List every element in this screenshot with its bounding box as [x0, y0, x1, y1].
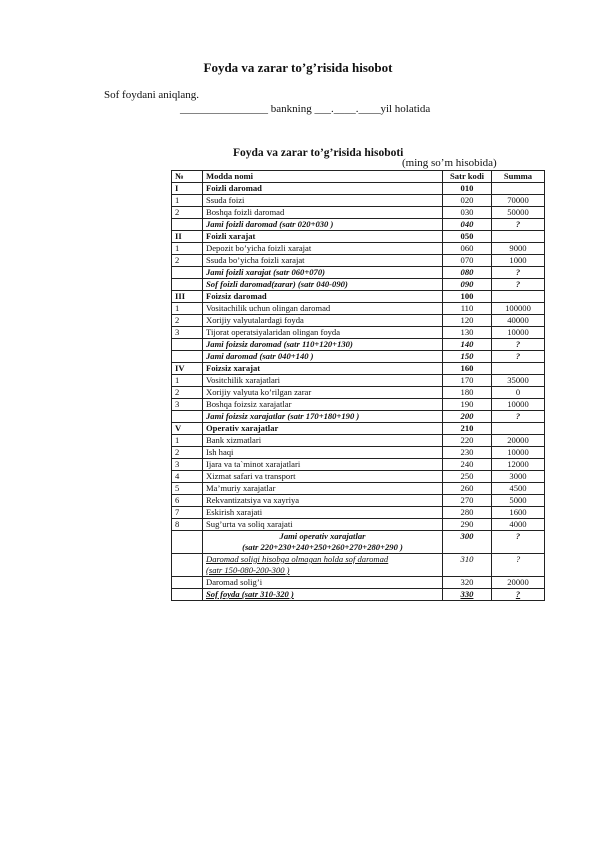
row-code: 210: [443, 423, 492, 435]
row-name: Ish haqi: [203, 447, 443, 459]
row-code: 270: [443, 495, 492, 507]
row-sum: 40000: [492, 315, 545, 327]
row-number: [172, 279, 203, 291]
table-row: [172, 291, 545, 303]
row-sum: ?: [492, 411, 545, 423]
table-row: [172, 327, 545, 339]
row-name: [203, 589, 443, 601]
row-name: Eskirish xarajati: [203, 507, 443, 519]
row-sum: [492, 291, 545, 303]
table-row: [172, 243, 545, 255]
row-sum: 0: [492, 387, 545, 399]
row-code: 190: [443, 399, 492, 411]
row-sum: ?: [492, 339, 545, 351]
row-name: Foizli daromad: [203, 183, 443, 195]
row-code: 060: [443, 243, 492, 255]
units-note: (ming so’m hisobida): [402, 157, 497, 169]
table-row: [172, 399, 545, 411]
document-title: Foyda va zarar to’g’risida hisobot: [203, 60, 393, 75]
row-name-line1: Daromad soligi hisobga olmagan holda sof daromad: [206, 554, 389, 564]
row-sum: 70000: [492, 195, 545, 207]
row-sum: ?: [492, 531, 545, 554]
row-code: 110: [443, 303, 492, 315]
row-number: [172, 339, 203, 351]
row-number: IV: [172, 363, 203, 375]
row-sum: 100000: [492, 303, 545, 315]
row-number: II: [172, 231, 203, 243]
row-sum: ?: [492, 554, 545, 577]
table-body: [172, 183, 545, 601]
table-row: [172, 231, 545, 243]
row-number: 2: [172, 207, 203, 219]
row-number: [172, 589, 203, 601]
table-row: [172, 267, 545, 279]
row-name: Daromad solig’i: [203, 577, 443, 589]
row-sum: 3000: [492, 471, 545, 483]
row-name-text: Sof foyda (satr 310-320 ): [206, 589, 294, 599]
header-item-name: Modda nomi: [203, 171, 443, 183]
row-sum: [492, 589, 545, 601]
row-code: 220: [443, 435, 492, 447]
table-row: [172, 483, 545, 495]
row-number: 2: [172, 387, 203, 399]
row-sum: 12000: [492, 459, 545, 471]
table-row: [172, 519, 545, 531]
row-name: Tijorat operatsiyalaridan olingan foyda: [203, 327, 443, 339]
header-number: №: [172, 171, 203, 183]
table-row: [172, 255, 545, 267]
report-table: [171, 170, 545, 601]
row-name: [203, 531, 443, 554]
row-code: 250: [443, 471, 492, 483]
row-name: Operativ xarajatlar: [203, 423, 443, 435]
row-code: 120: [443, 315, 492, 327]
row-sum: ?: [492, 351, 545, 363]
row-number: 2: [172, 447, 203, 459]
row-name: Foizsiz xarajat: [203, 363, 443, 375]
row-code: 030: [443, 207, 492, 219]
row-number: [172, 267, 203, 279]
row-sum: 20000: [492, 435, 545, 447]
row-number: [172, 554, 203, 577]
table-row: [172, 303, 545, 315]
row-name: Vositchilik xarajatlari: [203, 375, 443, 387]
row-number: [172, 411, 203, 423]
row-name: Jami daromad (satr 040+140 ): [203, 351, 443, 363]
row-code: 200: [443, 411, 492, 423]
table-row: [172, 423, 545, 435]
row-name: Vositachilik uchun olingan daromad: [203, 303, 443, 315]
row-number: [172, 577, 203, 589]
row-name: Sof foizli daromad(zarar) (satr 040-090): [203, 279, 443, 291]
table-row: [172, 471, 545, 483]
row-number: 2: [172, 315, 203, 327]
row-name: Bank xizmatlari: [203, 435, 443, 447]
row-code: 300: [443, 531, 492, 554]
row-sum: 1600: [492, 507, 545, 519]
table-row: [172, 339, 545, 351]
row-sum: 10000: [492, 327, 545, 339]
row-number: 1: [172, 375, 203, 387]
row-number: III: [172, 291, 203, 303]
table-row: [172, 435, 545, 447]
row-sum: 50000: [492, 207, 545, 219]
row-sum: 35000: [492, 375, 545, 387]
row-code: 170: [443, 375, 492, 387]
row-code: 140: [443, 339, 492, 351]
row-number: [172, 531, 203, 554]
row-number: 1: [172, 435, 203, 447]
row-sum: ?: [492, 267, 545, 279]
row-sum: [492, 423, 545, 435]
table-header-row: [172, 171, 545, 183]
row-name: Ijara va ta`minot xarajatlari: [203, 459, 443, 471]
row-code: [443, 589, 492, 601]
task-instruction: Sof foydani aniqlang.: [104, 89, 200, 101]
row-sum: [492, 183, 545, 195]
table-row-pre-tax-income: [172, 554, 545, 577]
row-name: Jami foizli xarajat (satr 060+070): [203, 267, 443, 279]
table-row: [172, 387, 545, 399]
row-sum: 10000: [492, 447, 545, 459]
row-code: 070: [443, 255, 492, 267]
row-number: 4: [172, 471, 203, 483]
table-row: [172, 183, 545, 195]
row-code: 010: [443, 183, 492, 195]
row-name: Xorijiy valyutalardagi foyda: [203, 315, 443, 327]
row-number: 2: [172, 255, 203, 267]
row-number: 8: [172, 519, 203, 531]
row-code: 290: [443, 519, 492, 531]
row-name: Ma’muriy xarajatlar: [203, 483, 443, 495]
row-code: 310: [443, 554, 492, 577]
row-name: Boshqa foizsiz xarajatlar: [203, 399, 443, 411]
row-number: 3: [172, 327, 203, 339]
row-number: I: [172, 183, 203, 195]
row-name: [203, 554, 443, 577]
row-number: 1: [172, 243, 203, 255]
row-number: V: [172, 423, 203, 435]
row-name: Foizli xarajat: [203, 231, 443, 243]
table-row: [172, 195, 545, 207]
table-row: [172, 363, 545, 375]
row-code-text: 330: [460, 589, 474, 599]
row-name: Ssuda foizi: [203, 195, 443, 207]
row-code: 040: [443, 219, 492, 231]
table-row: [172, 219, 545, 231]
table-row: [172, 207, 545, 219]
bank-date-line: ________________ bankning ___.____.____yil holatida: [180, 103, 431, 115]
row-code: 150: [443, 351, 492, 363]
row-code: 160: [443, 363, 492, 375]
row-sum: 4000: [492, 519, 545, 531]
row-number: [172, 219, 203, 231]
table-row: [172, 351, 545, 363]
row-sum: 1000: [492, 255, 545, 267]
table-row-net-profit: [172, 589, 545, 601]
row-code: 080: [443, 267, 492, 279]
row-code: 240: [443, 459, 492, 471]
row-name: Boshqa foizli daromad: [203, 207, 443, 219]
row-code: 260: [443, 483, 492, 495]
table-row: [172, 459, 545, 471]
row-name: Jami foizsiz xarajatlar (satr 170+180+190 ): [203, 411, 443, 423]
row-sum: [492, 231, 545, 243]
table-row: [172, 279, 545, 291]
table-row: [172, 411, 545, 423]
row-name-line2: (satr 220+230+240+250+260+270+280+290 ): [242, 542, 403, 552]
row-name: Jami foizli daromad (satr 020+030 ): [203, 219, 443, 231]
table-row-operativ-total: [172, 531, 545, 554]
row-sum: ?: [492, 279, 545, 291]
header-amount: Summa: [492, 171, 545, 183]
row-name: Sug’urta va soliq xarajati: [203, 519, 443, 531]
row-number: 1: [172, 303, 203, 315]
row-name: Xizmat safari va transport: [203, 471, 443, 483]
row-name: Xorijiy valyuta ko’rilgan zarar: [203, 387, 443, 399]
table-row: [172, 495, 545, 507]
row-number: 3: [172, 399, 203, 411]
row-name-line1: Jami operativ xarajatlar: [279, 531, 366, 541]
row-sum: 4500: [492, 483, 545, 495]
row-code: 320: [443, 577, 492, 589]
header-line-code: Satr kodi: [443, 171, 492, 183]
row-code: 100: [443, 291, 492, 303]
row-code: 280: [443, 507, 492, 519]
row-sum: 20000: [492, 577, 545, 589]
row-number: 5: [172, 483, 203, 495]
row-number: 1: [172, 195, 203, 207]
table-row-income-tax: [172, 577, 545, 589]
table-row: [172, 375, 545, 387]
row-code: 130: [443, 327, 492, 339]
row-number: 3: [172, 459, 203, 471]
row-name: Rekvantizatsiya va xayriya: [203, 495, 443, 507]
row-code: 020: [443, 195, 492, 207]
row-name: Jami foizsiz daromad (satr 110+120+130): [203, 339, 443, 351]
row-sum: [492, 363, 545, 375]
row-name: Depozit bo’yicha foizli xarajat: [203, 243, 443, 255]
row-name: Foizsiz daromad: [203, 291, 443, 303]
row-name-line2: (satr 150-080-200-300 ): [206, 565, 290, 575]
row-name: Ssuda bo’yicha foizli xarajat: [203, 255, 443, 267]
row-sum-text: ?: [515, 589, 521, 599]
row-code: 090: [443, 279, 492, 291]
row-code: 230: [443, 447, 492, 459]
row-number: [172, 351, 203, 363]
table-row: [172, 447, 545, 459]
row-sum: 5000: [492, 495, 545, 507]
table-row: [172, 507, 545, 519]
row-sum: 10000: [492, 399, 545, 411]
row-code: 180: [443, 387, 492, 399]
row-code: 050: [443, 231, 492, 243]
report-subtitle: Foyda va zarar to’g’risida hisoboti: [233, 147, 404, 159]
row-sum: 9000: [492, 243, 545, 255]
table-row: [172, 315, 545, 327]
row-sum: ?: [492, 219, 545, 231]
row-number: 7: [172, 507, 203, 519]
row-number: 6: [172, 495, 203, 507]
